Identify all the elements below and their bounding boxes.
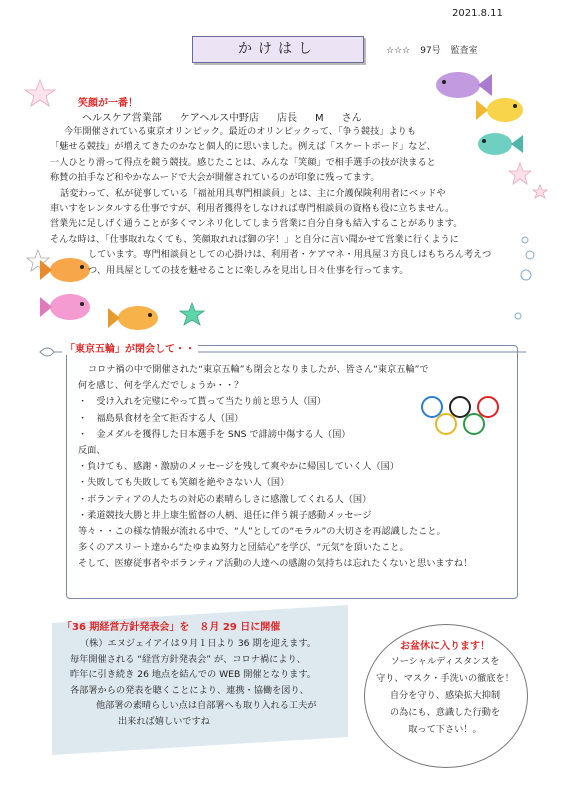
gorin-heading: 「東京五輪」が閉会して・・ [62,340,198,355]
paragraph-line: 何を感じ、何を学んだでしょうか・・？ [78,380,244,392]
bubble-icon [515,237,534,319]
paragraph-line: 毎年開催される “経営方針発表会” が、コロナ禍により、 [70,653,306,665]
paragraph-line: （株）エヌジェイアイは９月１日より 36 期を迎えます。 [80,638,317,649]
paragraph-line: 称賛の拍手など和やかなムードで大会が開催されているのが印象に残ってます。 [50,172,380,184]
issue-info [386,43,488,56]
paragraph-line: 一人ひとり滑って得点を競う競技。感じたことは、みんな「笑顔」で相手選手の技が決まると [50,156,436,168]
list-item: ・負けても、感謝・激励のメッセージを残して爽やかに帰国していく人（国） [78,461,400,473]
paragraph-line: 話変わって、私が従事している「福祉用具専門相談員」とは、主に介護保険利用者にベッドや [60,187,446,199]
paragraph-line: 今年開催されている東京オリンピック。最近のオリンピックって、「争う競技」よりも [64,126,417,137]
author-name: M [315,113,324,124]
issue-stars: ☆☆☆ [386,46,411,56]
department-name: 監査室 [450,46,478,56]
pink-fish-icon [40,294,90,320]
purple-fish-icon [436,72,492,98]
star-icon [180,303,204,325]
paragraph-line: 「魅せる競技」が増えてきたのかなと個人的に思いました。例えば「スケートボード」など、 [50,141,436,153]
yellow-fish-icon [476,98,523,122]
paragraph-line: しています。専門相談員としての心掛けは、利用者・ケアマネ・用具屋３方良しはもちろん考えつ [88,249,492,261]
smile-author [82,109,380,124]
orange-fish-icon [108,306,158,330]
newsletter-title: かけはし [192,36,364,63]
author-store: ケアヘルス中野店 [179,113,260,124]
paragraph-line: 出来れば嬉しいですね [118,715,210,727]
paragraph-line: 反面、 [78,445,106,457]
obon-heading: お盆休に入ります！ [400,641,490,652]
list-item: ・ 福島県食材を全て拒否する人（国） [78,412,244,424]
star-icon [509,163,531,184]
list-item: ・柔道競技大勝と井上康生監督の人柄、退任に伴う親子感動メッセージ [78,509,372,521]
obon-body [364,653,526,738]
issue-number: 97号 [420,46,441,56]
paragraph-line: 等々・・この様な情報が流れる中で、“人”としての“モラル”の大切さを再認識したこと。 [78,526,446,538]
list-item: ・ 金メダルを獲得した日本選手を SNS で誹謗中傷する人（国） [78,428,351,440]
paragraph-line: つ、用具屋としての技を魅せることに楽しみを見出し日々仕事を行ってます。 [88,264,409,276]
author-department: ヘルスケア営業部 [82,113,162,124]
paragraph-line: 多くのアスリート達から“たゆまぬ努力と団結心”を学び、“元気”を頂いたこと。 [78,542,409,554]
paragraph-line: コロナ禍の中で開催された“東京五輪”も閉会となりましたが、皆さん“東京五輪”で [88,364,429,375]
hoshin-body [70,636,317,730]
smile-body [50,124,491,278]
smile-heading: 笑顔が一番！ [78,98,138,109]
paragraph-line: そんな時は、「仕事取れなくても、笑顔取れれば御の字！」と自分に言い聞かせて営業に行くように [50,233,459,245]
author-suffix: さん [341,113,362,124]
list-item: ・ボランティアの人たちの対応の素晴らしさに感激してくれる人（国） [78,493,372,505]
paragraph-line: 各部署からの発表を聴くことにより、連携・協働を図り、 [70,684,309,696]
paragraph-line: そして、医療従事者やボランティア活動の人達への感謝の気持ちは忘れたくないと思いますね！ [78,558,473,570]
author-role: 店長 [277,113,298,124]
paragraph-line: 車いすをレンタルする仕事ですが、利用者獲得をしなければ専門相談員の資格も役に立ちません。 [50,203,455,215]
list-item: ・ 受け入れを完璧にやって貰って当たり前と思う人（国） [78,396,327,408]
paragraph-line: 営業先に足しげく通うことが多くマンネリ化してしまう営業に自分自身も結入することがあります。 [50,218,463,230]
paragraph-line: ソーシャルディスタンスを [390,656,500,667]
star-icon [533,185,547,198]
paragraph-line: 昨年に引き続き 26 地点を結んでの WEB 開催となります。 [70,669,316,681]
star-icon [25,80,55,106]
paragraph-line: 自分を守り、感染拡大抑制 [389,690,501,701]
list-item: ・失敗しても失敗しても笑顔を絶やさない人（国） [78,477,290,489]
paragraph-line: の為にも、意識した行動を [389,707,501,718]
paragraph-line: 守り、マスク・手洗いの徹底を！ [376,673,514,684]
paragraph-line: 取って下さい！。 [408,724,482,735]
issue-date: 2021.8.11 [452,8,503,19]
hoshin-heading: 「36 期経営方針発表会」を ８月 29 日に開催 [62,622,281,633]
paragraph-line: 他部署の素晴らしい点は自部署へも取り入れる工夫が [96,700,317,712]
gorin-body [78,362,472,573]
